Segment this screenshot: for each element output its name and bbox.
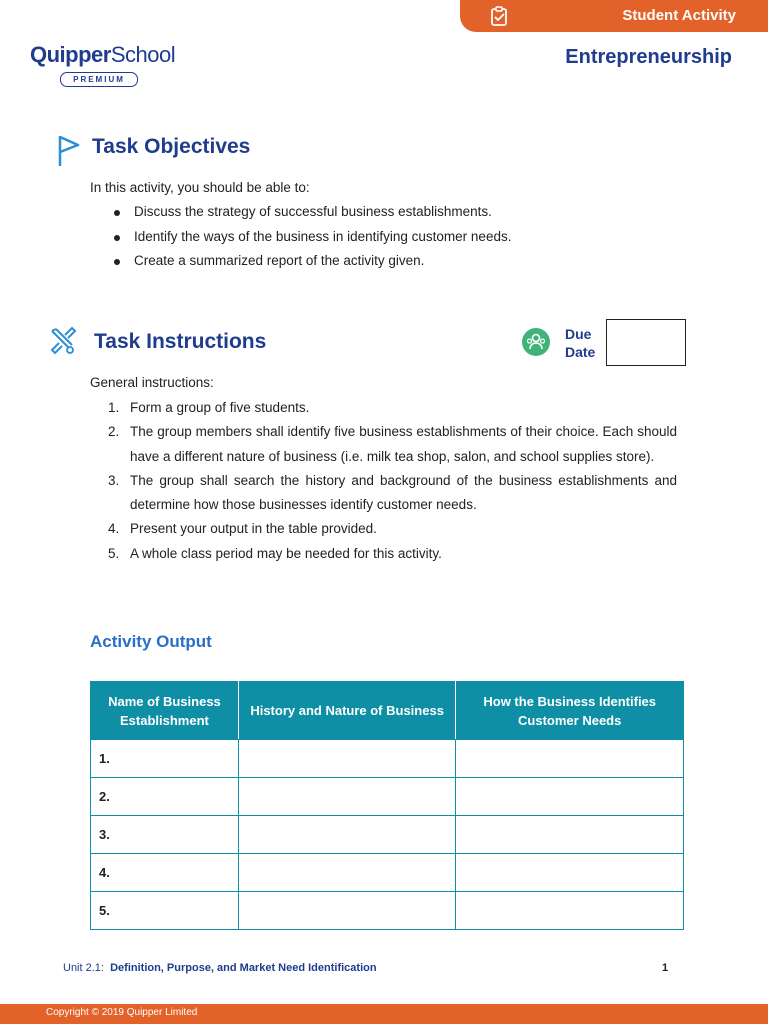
step-number: 5. (108, 545, 120, 561)
customer-needs-cell[interactable] (456, 816, 684, 854)
step-number: 2. (108, 424, 120, 440)
due-date-label (565, 325, 595, 361)
step-text: Form a group of five students. (130, 400, 310, 415)
table-row (91, 740, 684, 778)
copyright: Copyright © 2019 Quipper Limited (46, 1007, 198, 1018)
column-header: Name of Business Establishment (91, 682, 239, 740)
logo (30, 42, 175, 68)
logo-badge: PREMIUM (60, 72, 138, 87)
footer-bar (0, 1004, 768, 1024)
step-text: Present your output in the table provided. (130, 521, 377, 537)
step-number: 4. (108, 521, 120, 537)
unit-prefix: Unit 2.1: (63, 962, 104, 974)
activity-output-heading: Activity Output (90, 632, 212, 651)
customer-needs-cell[interactable] (456, 778, 684, 816)
student-activity-tab (460, 0, 768, 32)
step-number: 3. (108, 472, 120, 488)
list-item (92, 517, 677, 541)
history-cell[interactable] (238, 816, 456, 854)
row-number-cell[interactable]: 3. (91, 816, 239, 854)
group-icon (522, 328, 550, 356)
flag-icon (54, 134, 84, 168)
tab-label: Student Activity (622, 7, 736, 24)
history-cell[interactable] (238, 740, 456, 778)
unit-title: Definition, Purpose, and Market Need Identification (110, 962, 377, 974)
instructions-intro: General instructions: (90, 375, 214, 390)
customer-needs-cell[interactable] (456, 892, 684, 930)
table-header-row (91, 682, 684, 740)
tools-icon (48, 325, 78, 359)
due-label-line1: Due (565, 326, 592, 342)
table-row (91, 778, 684, 816)
list-item (92, 396, 677, 420)
clipboard-check-icon (490, 6, 508, 26)
step-text: A whole class period may be needed for this activity. (130, 545, 442, 561)
task-objectives-heading: Task Objectives (92, 135, 251, 158)
instructions-list (92, 396, 677, 566)
row-number-cell[interactable]: 5. (91, 892, 239, 930)
task-instructions-heading: Task Instructions (94, 330, 267, 353)
row-number-cell[interactable]: 4. (91, 854, 239, 892)
due-label-line2: Date (565, 344, 596, 360)
column-header: How the Business Identifies Customer Needs (456, 682, 684, 740)
column-header: History and Nature of Business (238, 682, 456, 740)
table-row (91, 816, 684, 854)
objectives-list (112, 200, 672, 274)
history-cell[interactable] (238, 892, 456, 930)
due-date-box[interactable] (606, 319, 686, 366)
list-item (92, 420, 677, 469)
history-cell[interactable] (238, 854, 456, 892)
list-item: Identify the ways of the business in identifying customer needs. (112, 225, 672, 250)
logo-light: School (110, 42, 176, 67)
row-number-cell[interactable]: 1. (91, 740, 239, 778)
row-number-cell[interactable]: 2. (91, 778, 239, 816)
step-text: The group shall search the history and background of the business establishments and determine how those businesses identify customer needs. (130, 472, 677, 513)
logo-bold: Quipper (30, 42, 111, 67)
table-row (91, 892, 684, 930)
step-text: The group members shall identify five business establishments of their choice. Each should have a different nature of business (i.e. milk tea shop, salon, and school supplies store). (130, 424, 677, 464)
table-row (91, 854, 684, 892)
list-item: Discuss the strategy of successful business establishments. (112, 200, 672, 225)
list-item (92, 469, 677, 518)
step-number: 1. (108, 400, 120, 415)
list-item: Create a summarized report of the activity given. (112, 249, 672, 274)
activity-output-table (90, 681, 684, 930)
list-item (92, 542, 677, 566)
customer-needs-cell[interactable] (456, 740, 684, 778)
page-number: 1 (662, 962, 669, 974)
customer-needs-cell[interactable] (456, 854, 684, 892)
footer-unit (63, 962, 377, 974)
objectives-intro: In this activity, you should be able to: (90, 180, 310, 195)
history-cell[interactable] (238, 778, 456, 816)
subject-title: Entrepreneurship (565, 46, 732, 68)
